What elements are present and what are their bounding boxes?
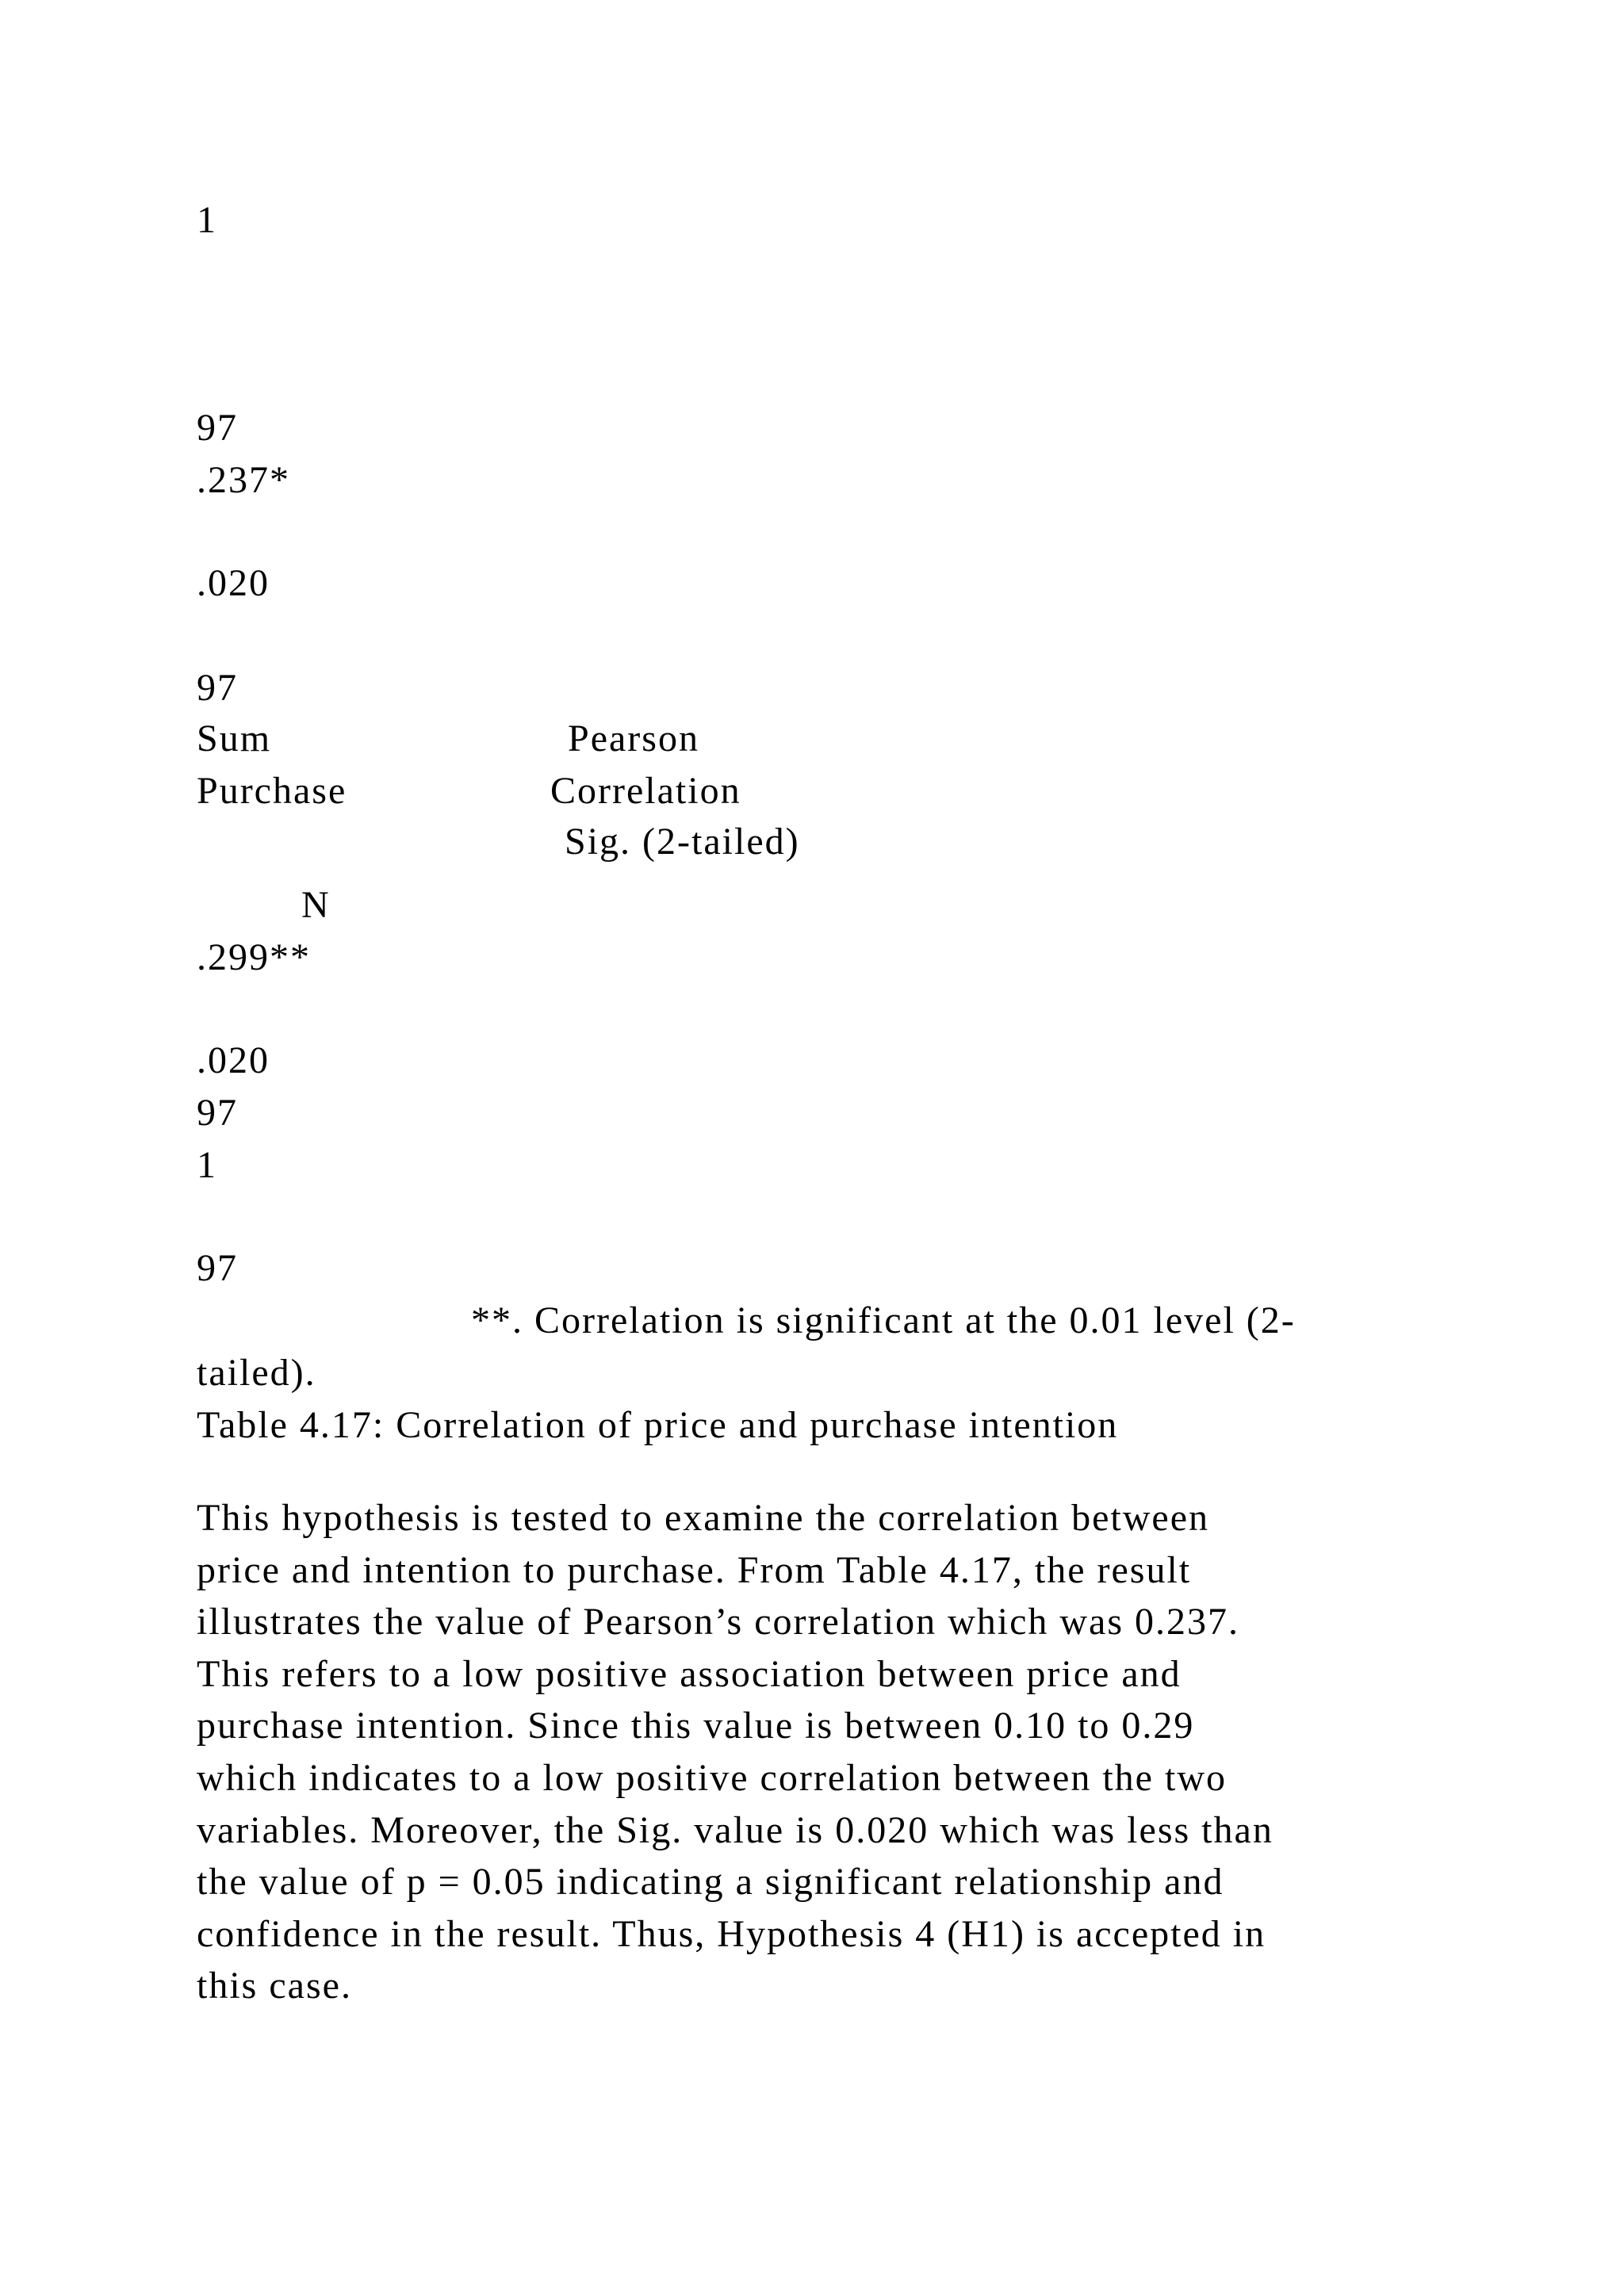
table-value-sig-020: .020 [197,562,270,604]
table-value-n-97: 97 [197,407,238,449]
table-value-n-97: 97 [197,667,238,709]
column-label-correlation: Correlation [550,770,741,812]
table-value-sig-020: .020 [197,1039,270,1081]
paragraph-line: variables. Moreover, the Sig. value is 0.020 which was less than [197,1808,1274,1851]
paragraph-line: the value of p = 0.05 indicating a significant relationship and [197,1861,1224,1904]
table-value-1-mid: 1 [197,1144,217,1186]
column-label-sig: Sig. (2-tailed) [565,821,800,863]
table-value-1-top: 1 [197,199,217,241]
column-label-pearson: Pearson [568,718,699,760]
table-value-pearson-299: .299** [197,936,311,978]
column-label-n: N [301,884,331,926]
table-value-pearson-237: .237* [197,459,290,501]
row-label-purchase: Purchase [197,770,347,812]
paragraph-line: price and intention to purchase. From Table 4.17, the result [197,1548,1192,1591]
paragraph-line: purchase intention. Since this value is between 0.10 to 0.29 [197,1705,1195,1747]
table-value-n-97: 97 [197,1247,238,1289]
table-footnote-line-2: tailed). [197,1352,316,1394]
table-footnote-line-1: **. Correlation is significant at the 0.01 level (2- [471,1299,1296,1341]
paragraph-line: which indicates to a low positive correlation between the two [197,1756,1227,1799]
paragraph-line: this case. [197,1965,352,2007]
paragraph-line: confidence in the result. Thus, Hypothesis 4 (H1) is accepted in [197,1912,1266,1955]
paragraph-line: illustrates the value of Pearson’s correlation which was 0.237. [197,1601,1240,1644]
row-label-sum: Sum [197,718,272,760]
paragraph-line: This refers to a low positive association between price and [197,1652,1182,1695]
paragraph-line: This hypothesis is tested to examine the correlation between [197,1497,1210,1539]
table-caption: Table 4.17: Correlation of price and purchase intention [197,1404,1119,1446]
body-paragraph [197,1492,1481,2012]
table-value-n-97: 97 [197,1092,238,1134]
